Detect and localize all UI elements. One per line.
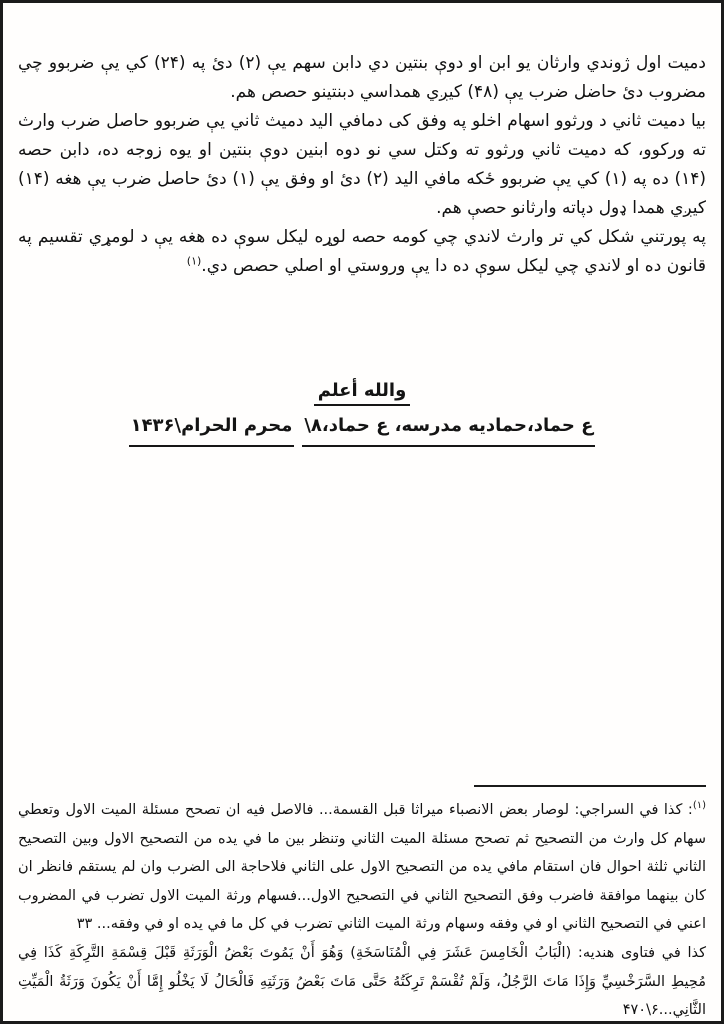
body-paragraph-1: دميت اول ژوندي وارثان يو ابن او دوې بنتين دي دابن سهم يې (۲) دئ په (۲۴) کي يې ضربوو چي مضروب دئ حاضل ضرب يې (۴۸) کيږي همداسي دبنتينو حصص هم. <box>18 53 706 102</box>
body-paragraph-3 <box>18 223 706 281</box>
signature-block <box>18 380 706 447</box>
page-content <box>3 3 721 447</box>
signature-bottom-line <box>18 411 706 447</box>
body-paragraph-2: بيا دميت ثاني د ورثوو اسهام اخلو په وفق کی دمافي اليد دميث ثاني يې ضربوو حاصل ضرب وارث ته ورکوو، که دميت ثاني ورثوو ته وکتل سي نو دوه ابنين دوې بنتين او يوه زوجه ده، دابن حصه (۱۴) ده په (۱) کي يې ضربوو ځکه مافي اليد (۲) دئ او وفق يې (۱) دئ حاصل ضرب يې هغه (۱۴) کيږي همدا ډول دپاته وارثانو حصې هم. <box>18 111 706 218</box>
footnote-paragraph-1 <box>18 796 706 939</box>
footnote-paragraph-1-text: : كذا في السراجي: لوصار بعض الانصباء ميراثا قبل القسمة... فالاصل فيه ان تصحح مسئلة الميت الاول وتعطي سهام كل وارث من التصحيح ثم تصحح مسئلة الميت الثاني وتنظر بين ما في يده من التصحيح الاول وبين التصحيح الثاني ثلثة احوال فان استقام مافي يده من التصحيح الاول على الثاني فلاحاجة الى الضرب وان لم يستقم فانظر ان كان بينهما موافقة فاضرب وفق التصحيح الثاني في التصحيح الاول...فسهام ورثة الميت الاول تضرب في المضروب اعني في التصحيح الثاني او في وفقه وسهام ورثة الميت الثاني تضرب في كل ما في يده او في وفقه... ۳۳ <box>18 802 706 933</box>
footnote-marker: (۱) <box>692 800 706 812</box>
body-text <box>18 49 706 281</box>
signature-date: محرم الحرام\۱۴۳۶ <box>129 411 295 447</box>
footnote-section <box>18 785 706 1024</box>
body-paragraph-3-text: په پورتني شکل کي تر وارث لاندي چي کومه حصه لوړه ليکل سوې ده هغه يې د لومړي تقسيم په قانون ده او لاندي چي ليکل سوې ده دا يې وروستي او اصلي حصص دي. <box>18 227 706 276</box>
wallahu-alam-text: والله أعلم <box>314 380 411 406</box>
footnote-paragraph-2: كذا في فتاوى هنديه: (الْبَابُ الْخَامِسَ عَشَرَ فِي الْمُنَاسَخَةِ) وَهُوَ أَنْ يَمُوتَ بَعْضُ الْوَرَثَةِ قَبْلَ قِسْمَةِ التَّرِكَةِ كَذَا فِي مُحِيطِ السَّرَخْسِيِّ وَإِذَا مَاتَ الرَّجُلُ، وَلَمْ تُقْسَمْ تَرِكَتُهُ حَتَّى مَاتَ بَعْضُ وَرَثَتِهِ فَالْحَالُ لَا يَخْلُو إِمَّا أَنْ يَكُونَ وَرَثَةُ الْمَيِّتِ الثَّانِي...۶\۴۷۰ <box>18 944 706 1019</box>
footnote-reference-superscript: (۱) <box>186 254 202 268</box>
footnote-separator-line <box>474 785 706 787</box>
signature-top-line <box>18 380 706 406</box>
signature-name-and-madrasa: ع حماد،حماديه مدرسه، ع حماد،۸\ <box>302 411 595 447</box>
